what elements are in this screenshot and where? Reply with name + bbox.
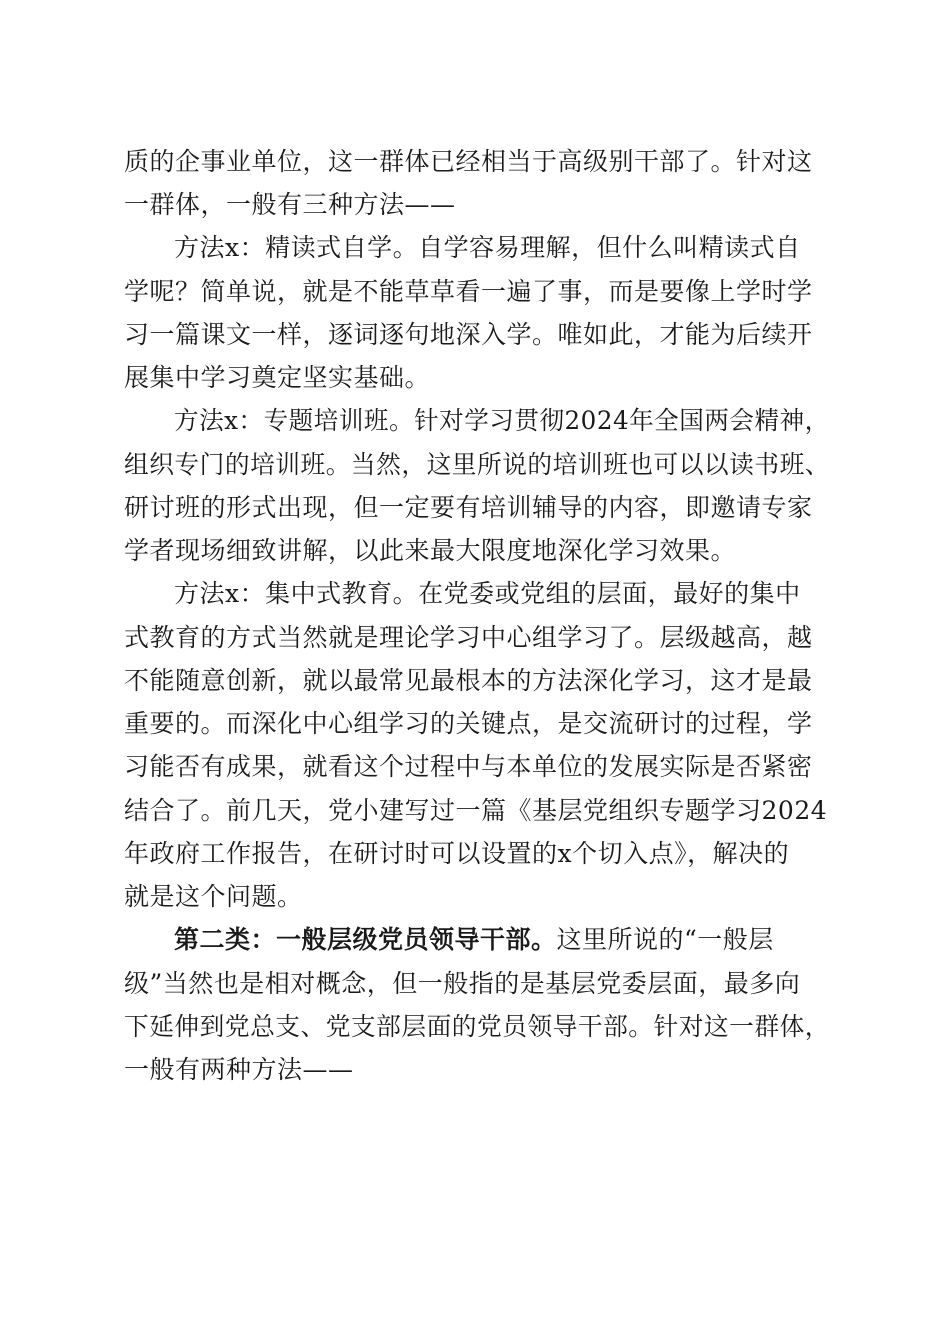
- text-span: 这里所说的“一般层: [556, 925, 774, 954]
- text-line: 研讨班的形式出现，但一定要有培训辅导的内容，即邀请专家: [124, 493, 813, 522]
- section-heading: 第二类：一般层级党员领导干部。: [174, 925, 557, 954]
- text-line: 结合了。前几天，党小建写过一篇《基层党组织专题学习2024: [124, 796, 828, 825]
- text-line: 式教育的方式当然就是理论学习中心组学习了。层级越高，越: [124, 623, 813, 652]
- text-line: 学呢？简单说，就是不能草草看一遍了事，而是要像上学时学: [124, 277, 813, 306]
- text-line: 方法x：专题培训班。针对学习贯彻2024年全国两会精神，: [174, 406, 830, 435]
- text-line: 习能否有成果，就看这个过程中与本单位的发展实际是否紧密: [124, 752, 813, 781]
- text-line: 组织专门的培训班。当然，这里所说的培训班也可以以读书班、: [124, 450, 831, 479]
- text-line: 质的企事业单位，这一群体已经相当于高级别干部了。针对这: [124, 147, 813, 176]
- text-line: 习一篇课文一样，逐词逐句地深入学。唯如此，才能为后续开: [124, 320, 813, 349]
- section-heading-line: [174, 925, 774, 955]
- text-line: 就是这个问题。: [124, 882, 303, 911]
- text-line: 一般有两种方法——: [124, 1055, 354, 1084]
- text-line: 不能随意创新，就以最常见最根本的方法深化学习，这才是最: [124, 666, 813, 695]
- text-line: 方法x：精读式自学。自学容易理解，但什么叫精读式自: [174, 233, 801, 262]
- text-line: 方法x：集中式教育。在党委或党组的层面，最好的集中: [174, 579, 801, 608]
- text-line: 年政府工作报告，在研讨时可以设置的x个切入点》，解决的: [124, 839, 790, 868]
- text-line: 重要的。而深化中心组学习的关键点，是交流研讨的过程，学: [124, 709, 813, 738]
- text-line: 展集中学习奠定坚实基础。: [124, 363, 431, 392]
- text-line: 级”当然也是相对概念，但一般指的是基层党委层面，最多向: [124, 969, 801, 998]
- text-line: 学者现场细致讲解，以此来最大限度地深化学习效果。: [124, 536, 737, 565]
- text-line: 一群体，一般有三种方法——: [124, 190, 456, 219]
- text-line: 下延伸到党总支、党支部层面的党员领导干部。针对这一群体，: [124, 1012, 831, 1041]
